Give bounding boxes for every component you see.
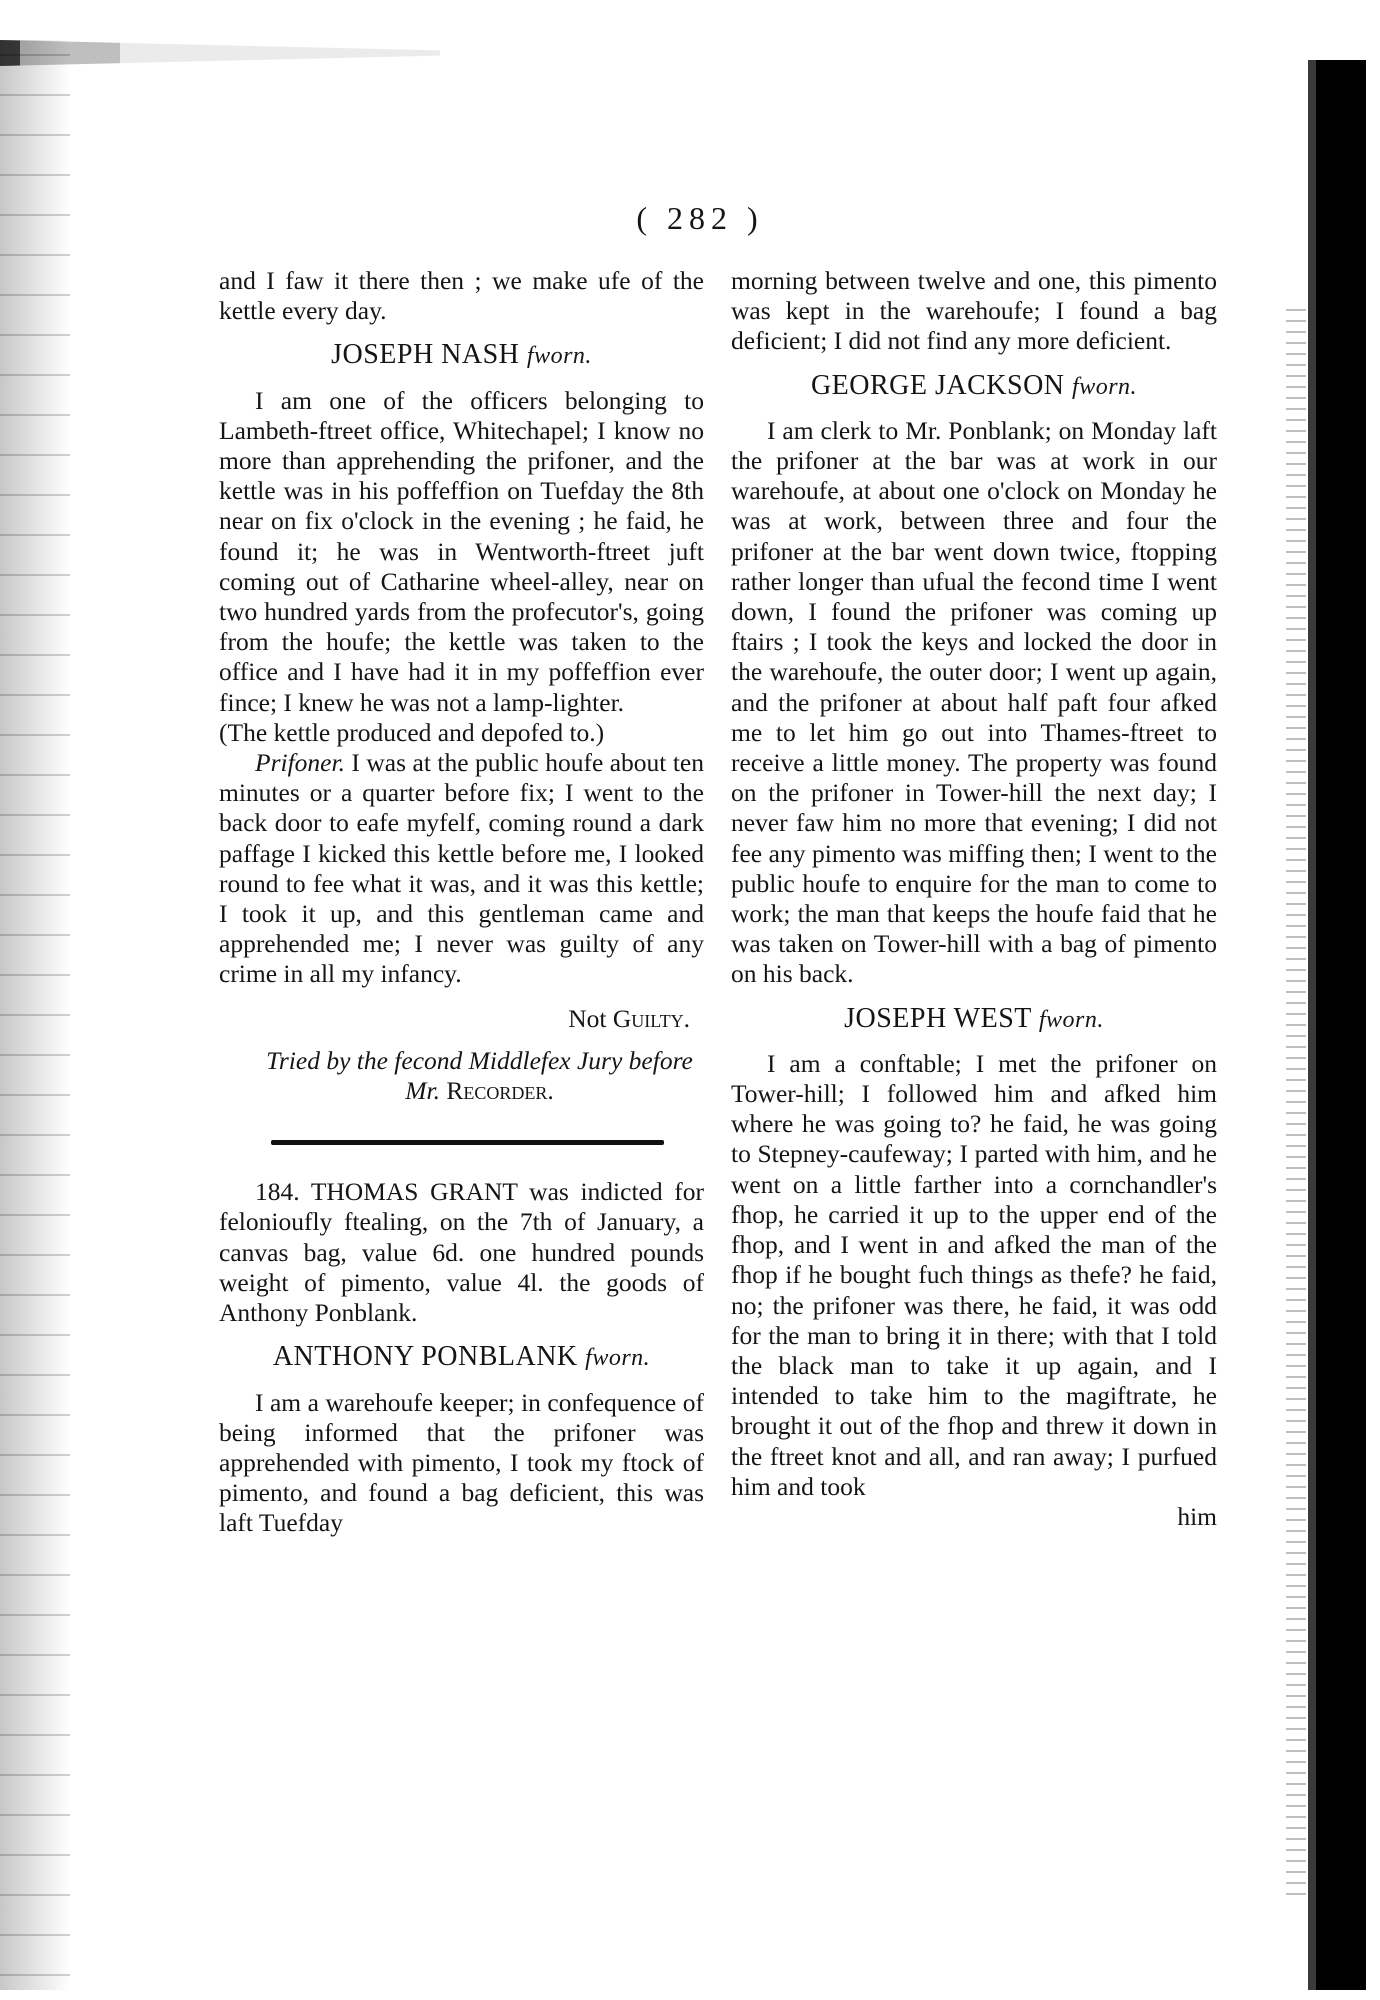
scan-top-edge [0, 40, 440, 66]
page-number: ( 282 ) [636, 200, 764, 236]
paragraph: (The kettle produced and depofed to.) [219, 717, 605, 747]
witness-heading-anthony-ponblank [219, 1342, 704, 1373]
witness-name: GEORGE JACKSON [810, 369, 1065, 401]
section-divider [271, 1140, 664, 1145]
witness-name: ANTHONY PONBLANK [272, 1341, 578, 1373]
witness-heading-joseph-nash [219, 340, 704, 371]
scan-left-edge [0, 40, 70, 1990]
witness-heading-george-jackson [731, 371, 1217, 402]
tried-recorder: Recorder. [446, 1076, 554, 1106]
tried-mr: Mr. [405, 1076, 447, 1106]
verdict [219, 1004, 704, 1034]
scan-right-binding-shadow [1308, 60, 1366, 1990]
paragraph: morning between twelve and one, this pimento was kept in the warehoufe; I found a bag deficient; I did not find any more deficient. [731, 266, 1217, 356]
left-column [219, 266, 704, 1539]
sworn-label: fworn. [1038, 1006, 1104, 1033]
statement-text: I was at the public houfe about ten minutes or a quarter before fix; I went to the back door to eafe myfelf, coming round a dark paffage I kicked this kettle before me, I looked round to fee what it was, and it was this kettle; I took it up, and this gentleman came and apprehended me; I never was guilty of any crime in all my infancy. [219, 748, 704, 989]
paragraph: I am a conftable; I met the prifoner on Tower-hill; I followed him and afked him where he was going to? he faid, he was going to Stepney-caufeway; I parted with him, and he went on a little farther into a cornchandler's fhop, he carried it up to the upper end of the fhop, and I went in and afked the man of the fhop if he bought fuch things as thefe? he faid, no; the prifoner was there, he faid, it was odd for the man to bring it in there; with that I told the black man to take it up again, and I intended to take him to the magiftrate, he brought it out of the fhop and threw it down in the ftreet knot and all, and ran away; I purfued him and took [731, 1048, 1217, 1501]
speaker-label: Prifoner. [255, 748, 345, 778]
prisoner-statement [219, 748, 704, 990]
sworn-label: fworn. [526, 343, 592, 370]
right-column [731, 266, 1217, 1532]
verdict-word: Guilty. [612, 1003, 690, 1033]
tried-by-line: Tried by the fecond Middlefex Jury before [266, 1045, 693, 1075]
indictment-paragraph: 184. THOMAS GRANT was indicted for felonioufly ftealing, on the 7th of January, a canvas bag, value 6d. one hundred pounds weight of pimento, value 4l. the goods of Anthony Ponblank. [219, 1177, 704, 1328]
catchword: him [1177, 1501, 1217, 1531]
sworn-label: fworn. [585, 1345, 651, 1372]
verdict-prefix: Not [568, 1003, 613, 1033]
sworn-label: fworn. [1072, 373, 1138, 400]
paragraph: I am clerk to Mr. Ponblank; on Monday laft the prifoner at the bar was at work in our warehoufe, at about one o'clock on Monday he was at work, between three and four the prifoner at the bar went down twice, ftopping rather longer than ufual the fecond time I went down, I found the prifoner was coming up ftairs ; I took the keys and locked the door in the warehoufe, the outer door; I went up again, and the prifoner at about half paft four afked me to let him go out into Thames-ftreet to receive a little money. The property was found on the prifoner in Tower-hill the next day; I never faw him no more that evening; I did not fee any pimento was miffing then; I went to the public houfe to enquire for the man to come to work; the man that keeps the houfe faid that he was taken on Tower-hill with a bag of pimento on his back. [731, 415, 1217, 989]
witness-heading-joseph-west [731, 1004, 1217, 1035]
scan-right-noise [1286, 300, 1306, 1900]
paragraph: I am a warehoufe keeper; in confequence of being informed that the prifoner was apprehended with pimento, I took my ftock of pimento, and found a bag deficient, this was laft Tuefday [219, 1387, 704, 1538]
witness-name: JOSEPH NASH [331, 339, 520, 371]
tried-by-recorder [219, 1076, 704, 1106]
paragraph: and I faw it there then ; we make ufe of the kettle every day. [219, 266, 704, 326]
witness-name: JOSEPH WEST [844, 1002, 1032, 1034]
paragraph: I am one of the officers belonging to Lambeth-ftreet office, Whitechapel; I know no more than apprehending the prifoner, and the kettle was in his poffeffion on Tuefday the 8th near on fix o'clock in the evening ; he faid, he found it; he was in Wentworth-ftreet juft coming out of Catharine wheel-alley, near on two hundred yards from the profecutor's, going from the houfe; the kettle was taken to the office and I have had it in my poffeffion ever fince; I knew he was not a lamp-lighter. [219, 385, 704, 717]
